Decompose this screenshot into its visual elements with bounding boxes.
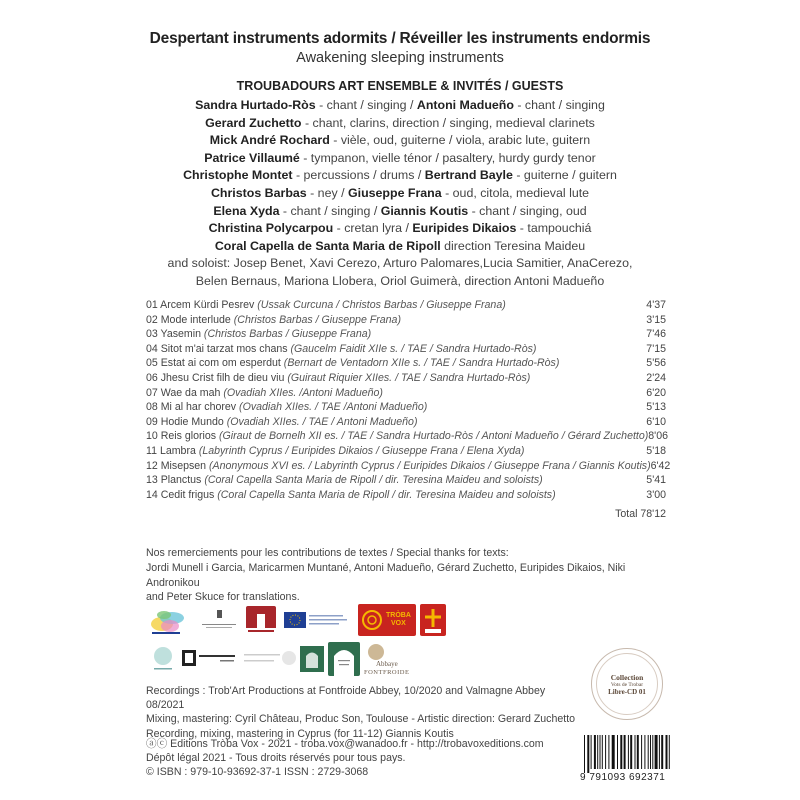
performer-name: Christina Polycarpou: [208, 221, 334, 236]
track-credit: (Ussak Curcuna / Christos Barbas / Giuseppe Frana): [257, 299, 506, 311]
thanks-line: Jordi Munell i Garcia, Maricarmen Muntané, Antoni Madueño, Gérard Zuchetto, Euripides Dikaios, Niki Andronikou: [146, 561, 626, 589]
performer-role: - ney /: [306, 185, 348, 200]
track-duration: 7'15: [646, 342, 666, 355]
recording-credits: [146, 684, 586, 741]
track-credit: (Ovadiah XIIes. / TAE / Antoni Madueño): [226, 415, 418, 428]
barcode-bar: [669, 735, 670, 769]
album-title: Despertant instruments adormits / Réveiller les instruments endormis: [149, 30, 651, 47]
performer-name: Giannis Koutis: [380, 203, 469, 218]
track-title: 05 Estat ai com om esperdut: [146, 357, 284, 370]
track-text: [146, 371, 530, 386]
performer-name: Coral Capella de Santa Maria de Ripoll: [214, 238, 441, 253]
track-text: [146, 313, 401, 328]
performer-role: - vièle, oud, guiterne / viola, arabic lute, guitern: [329, 133, 591, 148]
track-credit: (Coral Capella Santa Maria de Ripoll / dir. Teresina Maideu and soloists): [217, 488, 556, 501]
track-title: 06 Jhesu Crist filh de dieu viu: [146, 371, 288, 384]
performer-name: Mick André Rochard: [209, 133, 330, 148]
track-text: [146, 386, 383, 401]
green-arch-logo: [300, 644, 324, 674]
track-row: [146, 444, 666, 459]
barcode-bar: [635, 735, 636, 769]
track-title: 07 Wae da mah: [146, 386, 224, 399]
barcode-bar: [666, 735, 668, 769]
track-title: 11 Lambra: [146, 444, 199, 457]
track-title: 12 Misepsen: [146, 459, 210, 472]
barcode-bar: [648, 735, 649, 769]
legal-info: [146, 737, 586, 780]
barcode-bar: [617, 735, 618, 769]
total-duration: Total 78'12: [615, 508, 666, 521]
track-credit: (Bernart de Ventadorn XIIe s. / TAE / Sandra Hurtado-Ròs): [283, 357, 560, 370]
performer-name: Bertrand Bayle: [424, 168, 513, 183]
barcode-number: 9 791093 692371: [580, 772, 666, 783]
soloists-line: Belen Bernaus, Mariona Llobera, Oriol Guimerà, direction Antoni Madueño: [195, 273, 605, 288]
credit-row: [0, 150, 800, 168]
performer-role: - cretan lyra /: [333, 221, 413, 236]
barcode-bar: [650, 735, 651, 769]
track-row: [146, 313, 666, 328]
track-title: 09 Hodie Mundo: [146, 415, 227, 428]
track-text: [146, 429, 648, 444]
track-row: [146, 400, 666, 415]
performer-name: Elena Xyda: [213, 203, 280, 218]
barcode-bar: [644, 735, 645, 769]
track-text: [146, 444, 524, 459]
track-duration: 6'42: [650, 459, 671, 472]
thanks-line: Nos remerciements pour les contributions de textes / Special thanks for texts:: [146, 547, 509, 559]
legal-line: Dépôt légal 2021 - Tous droits réservés pour tous pays.: [146, 752, 406, 765]
performer-role: - tympanon, vielle ténor / pasaltery, hurdy gurdy tenor: [299, 150, 596, 165]
credit-row: [0, 203, 800, 221]
performer-role: - chant, clarins, direction / singing, medieval clarinets: [301, 115, 595, 130]
credit-row: [0, 97, 800, 115]
track-credit: (Anonymous XVI es. / Labyrinth Cyprus / Euripides Dikaios / Giuseppe Frana / Giannis Koutis): [209, 459, 651, 472]
seal-line: Libre-CD 01: [608, 687, 646, 696]
ensemble-heading: TROUBADOURS ART ENSEMBLE & INVITÉS / GUESTS: [236, 79, 564, 93]
barcode-bar: [637, 735, 639, 769]
performer-role: - chant / singing: [513, 98, 605, 112]
track-duration: 2'24: [646, 371, 666, 384]
eu-creative-europe-logo: [284, 610, 348, 634]
track-duration: 4'37: [646, 299, 666, 311]
performer-name: Sandra Hurtado-Ròs: [195, 98, 316, 112]
track-credit: (Labyrinth Cyprus / Euripides Dikaios / Giuseppe Frana / Elena Xyda): [198, 444, 525, 457]
track-title: 04 Sitot m'ai tarzat mos chans: [146, 342, 291, 355]
track-credit: (Ovadiah XIIes. /Antoni Madueño): [223, 386, 383, 399]
credit-row: [0, 185, 800, 203]
track-text: [146, 400, 427, 415]
barcode-bar: [584, 735, 585, 773]
seal-line: Vots de Trobar: [610, 681, 644, 688]
performer-role: - chant / singing, oud: [468, 203, 587, 218]
track-credit: (Gaucelm Faidit XIIe s. / TAE / Sandra Hurtado-Ròs): [290, 342, 537, 355]
soloists-line: and soloist: Josep Benet, Xavi Cerezo, Arturo Palomares,Lucia Samitier, AnaCerezo,: [167, 256, 633, 271]
performer-role: - tampouchiá: [516, 221, 592, 236]
barcode-bar: [608, 735, 609, 769]
sponsor-logos: [148, 604, 448, 676]
track-text: [146, 415, 417, 430]
track-duration: 6'10: [646, 415, 666, 428]
tapanthropus-logo: [182, 648, 238, 670]
faded-text-logo: [242, 648, 298, 670]
track-row: [146, 371, 666, 386]
credit-row: [0, 238, 800, 256]
legal-line: © ISBN : 979-10-93692-37-1 ISSN : 2729-3068: [146, 766, 369, 779]
track-text: [146, 342, 536, 357]
track-row: [146, 415, 666, 430]
svg-text:TRÒBA: TRÒBA: [386, 612, 411, 619]
occitanie-cross-logo: [420, 604, 446, 636]
track-title: 13 Planctus: [146, 474, 205, 487]
track-row: [146, 298, 666, 313]
track-text: [146, 459, 651, 474]
track-title: 03 Yasemin: [146, 328, 204, 341]
barcode-bar: [612, 735, 615, 769]
labyrinth-logo: [148, 644, 178, 674]
credit-row: [0, 115, 800, 133]
album-subtitle: Awakening sleeping instruments: [296, 50, 504, 66]
performer-role: - chant / singing /: [279, 203, 381, 218]
barcode-bar: [600, 735, 601, 769]
performer-name: Antoni Madueño: [416, 98, 514, 112]
track-title: 14 Cedit frigus: [146, 488, 218, 501]
track-row: [146, 386, 666, 401]
credit-row: [0, 167, 800, 185]
performer-name: Gerard Zuchetto: [205, 115, 302, 130]
svg-text:VOX: VOX: [391, 620, 406, 627]
collection-seal: [591, 648, 663, 720]
track-credit: (Ovadiah XIIes. / TAE /Antoni Madueño): [239, 401, 428, 414]
track-credit: (Guiraut Riquier XIIes. / TAE / Sandra Hurtado-Ròs): [287, 371, 531, 384]
track-duration: 5'18: [646, 444, 666, 457]
legal-line: ⓐⓒ Editions Tròba Vox - 2021 - troba.vox@wanadoo.fr - http://trobavoxeditions.com: [146, 738, 544, 750]
barcode-bar: [624, 735, 626, 769]
performer-name: Christophe Montet: [183, 168, 293, 183]
barcode-bar: [659, 735, 660, 769]
seal-line: Collection: [610, 672, 644, 682]
performer-role: direction Teresina Maideu: [440, 238, 586, 253]
municipal-crest-logo: [198, 608, 240, 636]
recording-line: Recording, mixing, mastering in Cyprus (for 11-12) Giannis Koutis: [146, 727, 454, 740]
fontfroide-abbey-logo: [362, 642, 410, 676]
performer-name: Patrice Villaumé: [204, 150, 300, 165]
barcode-bar: [605, 735, 606, 769]
track-duration: 3'15: [646, 313, 666, 326]
track-text: [146, 488, 556, 503]
barcode-bar: [661, 735, 663, 769]
track-duration: 5'13: [646, 401, 666, 414]
track-title: 01 Arcem Kürdi Pesrev: [146, 299, 258, 311]
performer-role: - oud, citola, medieval lute: [441, 185, 590, 200]
barcode: [580, 735, 676, 775]
track-duration: 6'20: [646, 386, 666, 399]
credit-row: [0, 220, 800, 238]
track-credit: (Giraut de Bornelh XII es. / TAE / Sandra Hurtado-Ròs / Antoni Madueño / Gérard Zuchetto): [219, 430, 649, 443]
track-duration: 8'06: [648, 430, 668, 443]
track-title: 08 Mi al har chorev: [146, 401, 240, 414]
barcode-bar: [602, 735, 603, 769]
track-text: [146, 473, 543, 488]
track-row: [146, 429, 666, 444]
thanks-line: and Peter Skuce for translations.: [146, 591, 300, 604]
performer-role: - guiterne / guitern: [512, 168, 617, 183]
barcode-bar: [628, 735, 629, 769]
track-text: [146, 356, 559, 371]
track-duration: 5'41: [646, 474, 666, 487]
track-row: [146, 342, 666, 357]
svg-text:FONTFROIDE: FONTFROIDE: [364, 669, 410, 676]
performer-credits: [0, 97, 800, 291]
track-row: [146, 327, 666, 342]
track-text: [146, 327, 371, 342]
track-credit: (Coral Capella Santa Maria de Ripoll / dir. Teresina Maideu and soloists): [204, 474, 543, 487]
barcode-bar: [652, 735, 653, 769]
track-credit: (Christos Barbas / Giuseppe Frana): [233, 313, 401, 326]
barcode-bar: [591, 735, 592, 769]
track-duration: 3'00: [646, 488, 666, 501]
track-duration: 5'56: [646, 357, 666, 370]
colorful-logo: [148, 606, 190, 638]
performer-name: Christos Barbas: [210, 185, 307, 200]
performer-role: - chant / singing /: [315, 98, 417, 112]
track-title: 10 Reis glorios: [146, 430, 220, 443]
valmagne-abbey-logo: [328, 642, 360, 676]
performer-name: Giuseppe Frana: [348, 185, 442, 200]
red-building-logo: [246, 606, 276, 634]
track-row: [146, 356, 666, 371]
track-row: [146, 459, 671, 474]
svg-text:Abbaye: Abbaye: [376, 660, 398, 668]
barcode-bar: [587, 735, 589, 773]
credit-row: [0, 132, 800, 150]
barcode-bar: [630, 735, 632, 769]
track-credit: (Christos Barbas / Giuseppe Frana): [203, 328, 372, 341]
barcode-bar: [655, 735, 658, 769]
performer-name: Euripides Dikaios: [412, 221, 517, 236]
thanks-section: [146, 546, 666, 605]
barcode-bar: [597, 735, 598, 769]
track-row: [146, 473, 666, 488]
barcode-bar: [594, 735, 596, 769]
recording-line: Recordings : Trob'Art Productions at Fontfroide Abbey, 10/2020 and Valmagne Abbey 08/2021: [146, 685, 546, 712]
track-duration: 7'46: [646, 328, 666, 341]
track-row: [146, 488, 666, 503]
track-title: 02 Mode interlude: [146, 313, 234, 326]
barcode-bar: [641, 735, 642, 769]
recording-line: Mixing, mastering: Cyril Château, Produc Son, Toulouse - Artistic direction: Gerard Zuchetto: [146, 713, 576, 726]
performer-role: - percussions / drums /: [292, 168, 425, 183]
track-text: [146, 298, 506, 313]
troba-vox-logo: [358, 604, 416, 636]
track-list: [146, 298, 671, 522]
barcode-bar: [620, 735, 622, 769]
